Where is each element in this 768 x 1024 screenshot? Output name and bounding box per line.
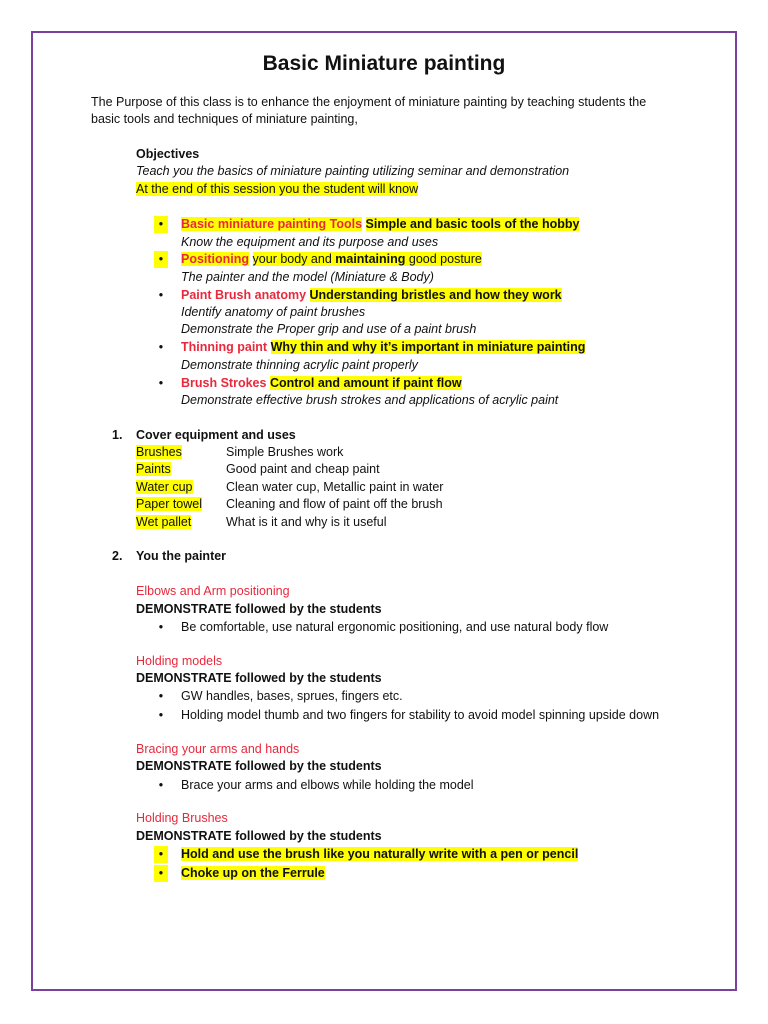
intro-line-2: basic tools and techniques of miniature painting,: [91, 112, 358, 126]
bullet-icon: •: [154, 216, 168, 233]
equipment-item: Water cup: [136, 480, 193, 494]
topic-tools: Basic miniature painting Tools Simple and basic tools of the hobby: [181, 217, 580, 231]
subsection-bullet: Choke up on the Ferrule: [181, 866, 325, 880]
equipment-item: Paper towel: [136, 497, 203, 511]
topic-positioning-sub-1: The painter and the model (Miniature & Body): [181, 270, 434, 284]
intro-line-1: The Purpose of this class is to enhance the enjoyment of miniature painting by teaching students the: [91, 95, 647, 109]
topic-positioning: Positioning your body and maintaining good posture: [181, 252, 482, 266]
topic-thinning: Thinning paint Why thin and why it’s important in miniature painting: [181, 340, 586, 354]
bullet-icon: •: [158, 288, 164, 302]
subsection-title: Elbows and Arm positioning: [136, 584, 290, 598]
bullet-icon: •: [158, 340, 164, 354]
section-1-heading: Cover equipment and uses: [136, 428, 296, 442]
topic-brush-anatomy-sub-2: Demonstrate the Proper grip and use of a paint brush: [181, 322, 477, 336]
equipment-item: Brushes: [136, 445, 182, 459]
bullet-icon: •: [158, 708, 164, 722]
topic-tools-sub-1: Know the equipment and its purpose and uses: [181, 235, 439, 249]
subsection-bullet: Hold and use the brush like you naturally write with a pen or pencil: [181, 847, 579, 861]
bullet-icon: •: [154, 846, 168, 863]
equipment-item: Paints: [136, 462, 171, 476]
subsection-title: Bracing your arms and hands: [136, 742, 300, 756]
topic-brush-strokes: Brush Strokes Control and amount if paint flow: [181, 376, 462, 390]
subsection-bullet: Be comfortable, use natural ergonomic positioning, and use natural body flow: [181, 620, 609, 634]
objectives-line-1: Teach you the basics of miniature painting utilizing seminar and demonstration: [136, 164, 570, 178]
topic-thinning-sub-1: Demonstrate thinning acrylic paint properly: [181, 358, 418, 372]
topic-brush-strokes-sub-1: Demonstrate effective brush strokes and applications of acrylic paint: [181, 393, 559, 407]
topic-brush-anatomy: Paint Brush anatomy Understanding bristles and how they work: [181, 288, 562, 302]
subsection-title: Holding models: [136, 654, 223, 668]
demonstrate-label: DEMONSTRATE followed by the students: [136, 829, 382, 843]
section-2-number: 2.: [112, 549, 123, 563]
bullet-icon: •: [158, 689, 164, 703]
demonstrate-label: DEMONSTRATE followed by the students: [136, 671, 382, 685]
bullet-icon: •: [158, 620, 164, 634]
topic-brush-anatomy-sub-1: Identify anatomy of paint brushes: [181, 305, 366, 319]
equipment-desc: What is it and why is it useful: [226, 515, 387, 529]
section-1-number: 1.: [112, 428, 123, 442]
equipment-item: Wet pallet: [136, 515, 192, 529]
bullet-icon: •: [158, 778, 164, 792]
equipment-desc: Good paint and cheap paint: [226, 462, 380, 476]
equipment-desc: Cleaning and flow of paint off the brush: [226, 497, 443, 511]
bullet-icon: •: [154, 251, 168, 268]
objectives-line-2: At the end of this session you the student will know: [136, 182, 419, 196]
subsection-title: Holding Brushes: [136, 811, 228, 825]
equipment-desc: Simple Brushes work: [226, 445, 344, 459]
bullet-icon: •: [158, 376, 164, 390]
page-title: Basic Miniature painting: [262, 52, 506, 75]
subsection-bullet: GW handles, bases, sprues, fingers etc.: [181, 689, 403, 703]
subsection-bullet: Holding model thumb and two fingers for stability to avoid model spinning upside down: [181, 708, 660, 722]
section-2-heading: You the painter: [136, 549, 227, 563]
demonstrate-label: DEMONSTRATE followed by the students: [136, 602, 382, 616]
bullet-icon: •: [154, 865, 168, 882]
demonstrate-label: DEMONSTRATE followed by the students: [136, 759, 382, 773]
subsection-bullet: Brace your arms and elbows while holding the model: [181, 778, 474, 792]
objectives-heading: Objectives: [136, 147, 200, 161]
equipment-desc: Clean water cup, Metallic paint in water: [226, 480, 444, 494]
